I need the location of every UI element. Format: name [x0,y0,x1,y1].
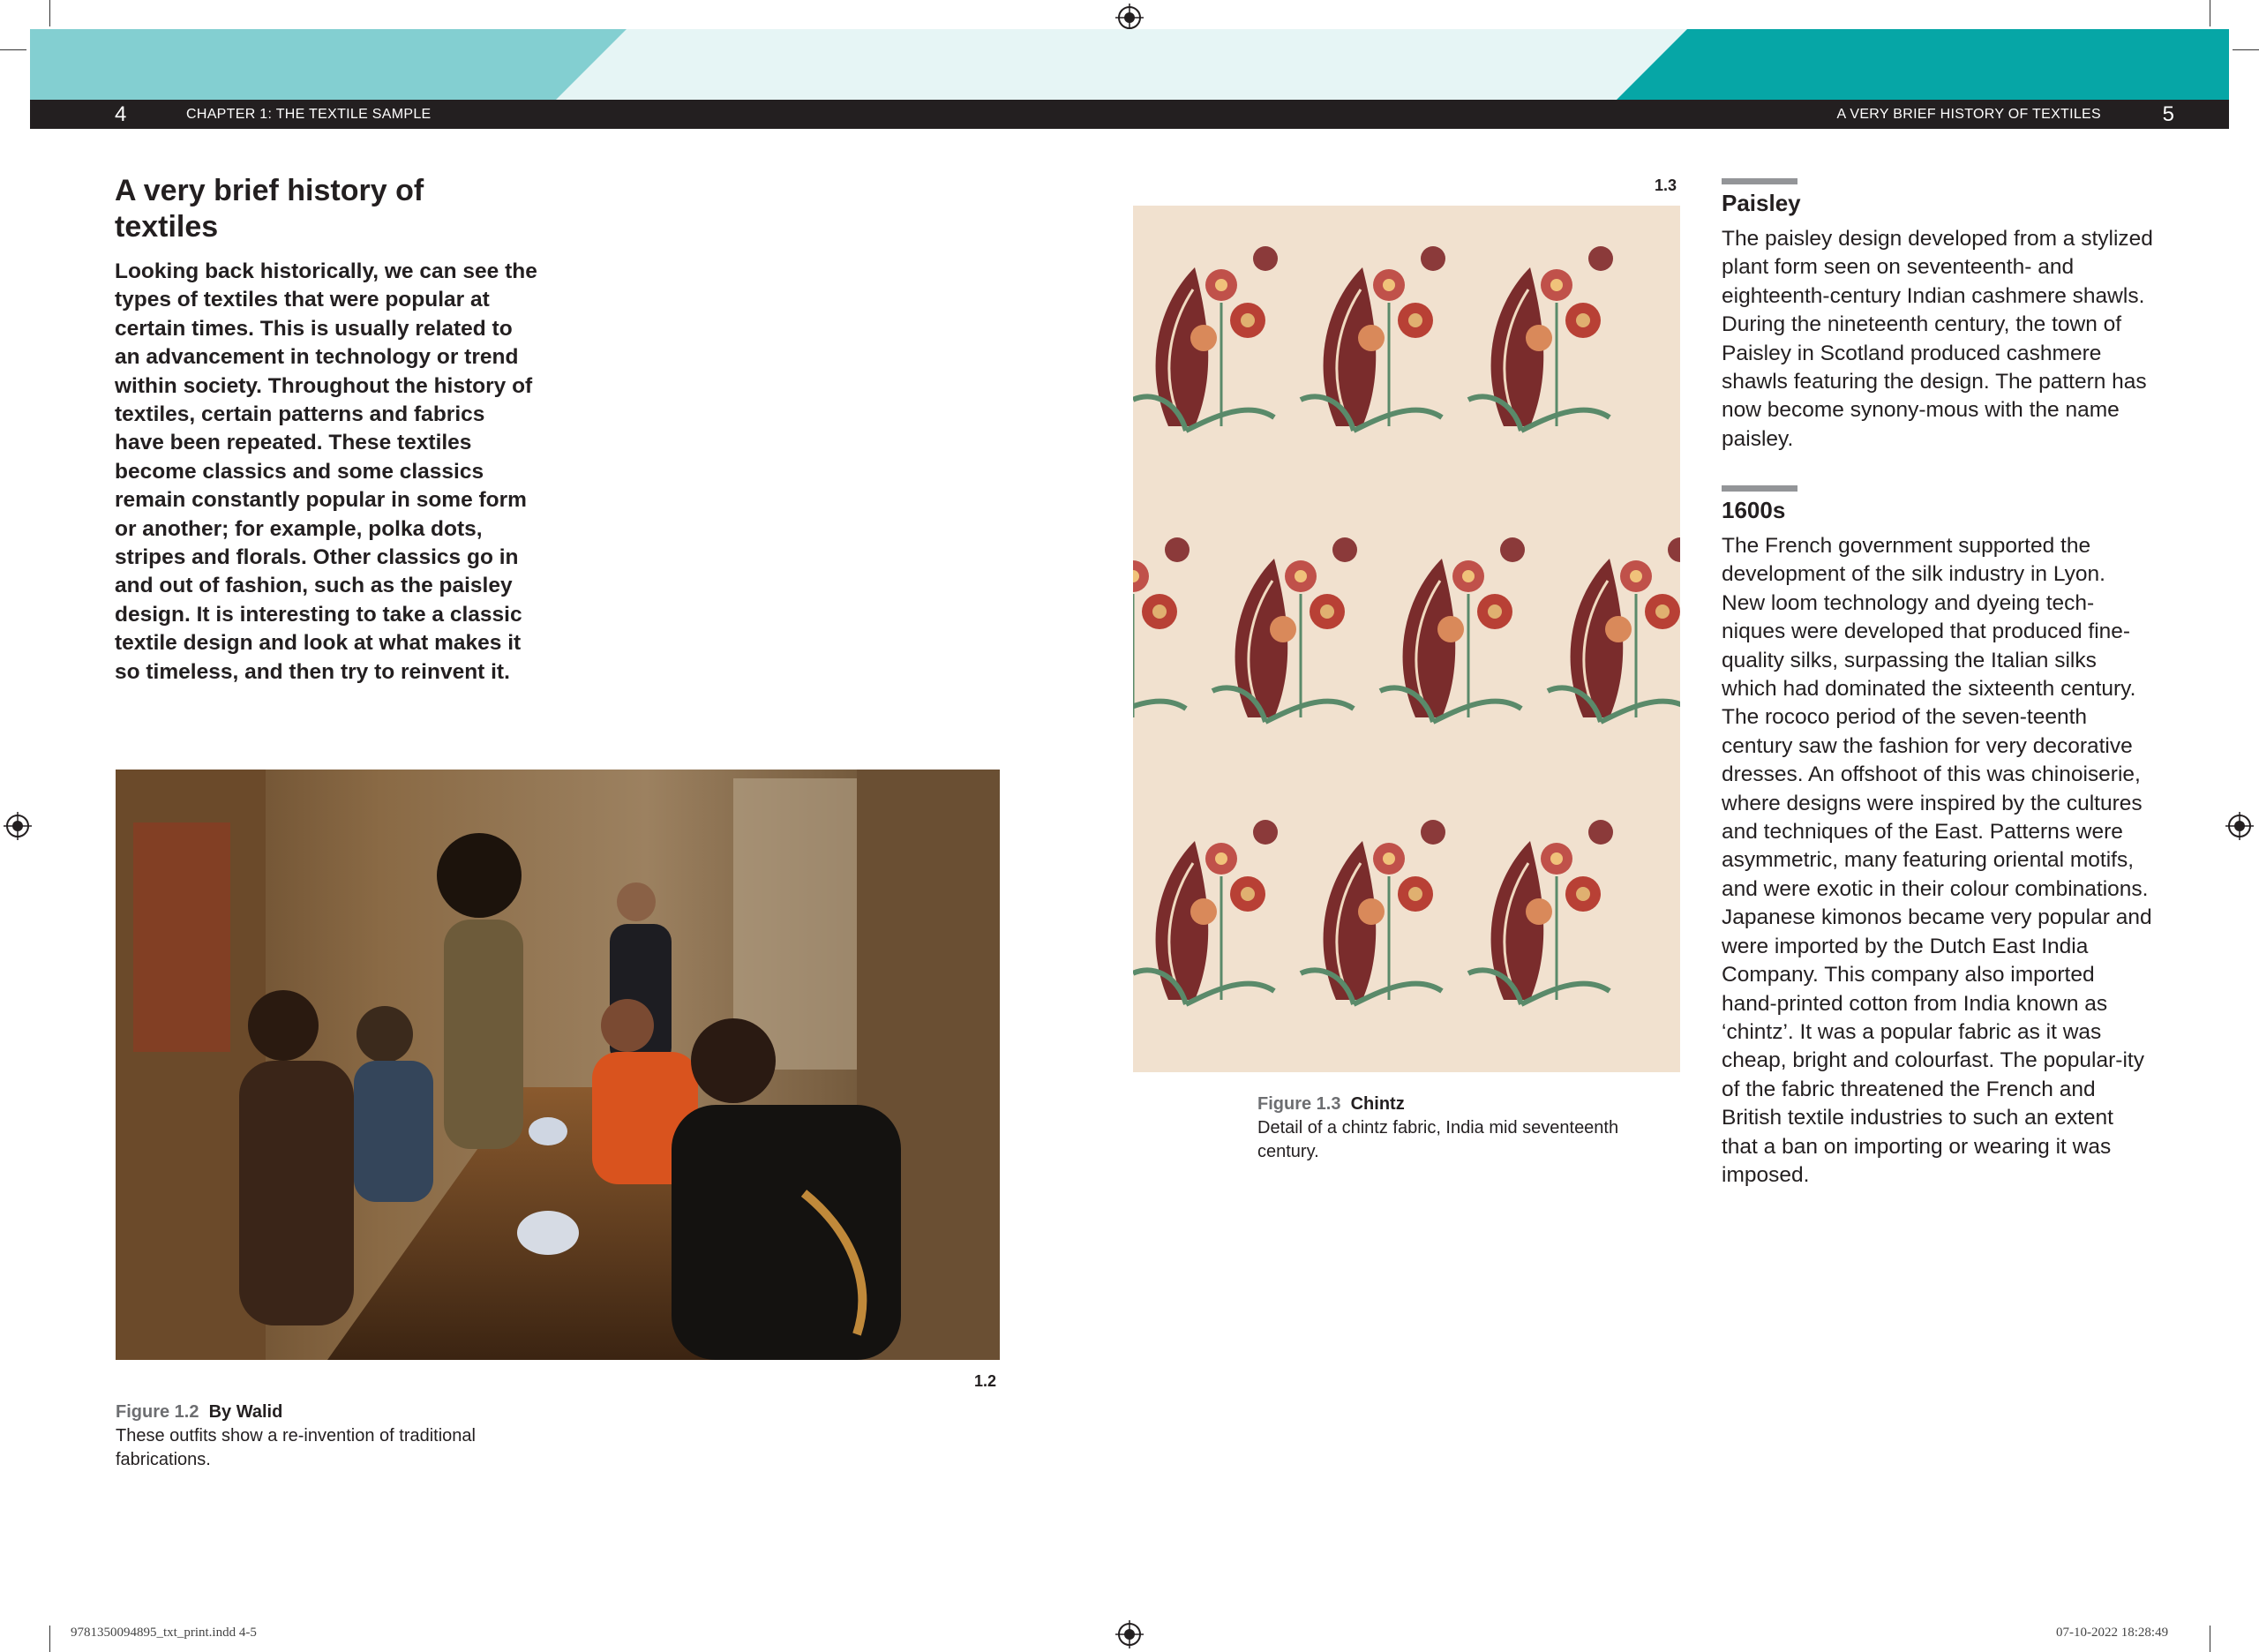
figure-caption [116,1400,574,1472]
section-rule [1722,485,1797,492]
registration-mark-icon [1115,1620,1144,1648]
figure-1-2-photo [116,770,1000,1360]
section-title-paisley: Paisley [1722,190,1801,216]
section-title-1600s: 1600s [1722,497,1786,523]
figure-caption-text: These outfits show a re-invention of traditional fabrications. [116,1426,476,1469]
slug-timestamp: 07-10-2022 18:28:49 [2056,1626,2169,1640]
figure-label: Figure 1.3 [1257,1094,1341,1114]
intro-paragraph: Looking back historically, we can see the types of textiles that were popular at certain times. This is usually related to an advancement in technology or trend within society. Throughout the history of textiles, certain patterns and fabrics have been repeated. These textiles become classics and some classics remain constantly popular in some form or another; for example, polka dots, stripes and florals. Other classics go in and out of fashion, such as the paisley design. It is interesting to take a classic textile design and look at what makes it so timeless, and then try to reinvent it. [115,259,537,684]
crop-mark [0,49,26,50]
registration-mark-icon [1115,4,1144,32]
running-head-bar [30,100,2229,129]
crop-mark [2233,49,2259,50]
right-running-title: A VERY BRIEF HISTORY OF TEXTILES [1836,107,2101,122]
right-page-number: 5 [2162,102,2174,126]
figure-label: Figure 1.2 [116,1402,199,1422]
left-running-title: CHAPTER 1: THE TEXTILE SAMPLE [186,107,432,122]
figure-caption [1257,1093,1672,1164]
figure-title: By Walid [208,1402,283,1422]
slug-file: 9781350094895_txt_print.indd 4-5 [71,1626,257,1640]
section-body-1600s: The French government supported the development of the silk industry in Lyon. New loom technology and dyeing tech-niques were developed that produced fine-quality silks, surpassing the Italian silks which had dominated the sixteenth century. The rococo period of the seven-teenth century saw the fashion for very decorative dresses. An offshoot of this was chinoiserie, where designs were inspired by the cultures and techniques of the East. Patterns were asymmetric, many featuring oriental motifs, and were exotic in their colour combinations. Japanese kimonos became very popular and were imported by the Dutch East India Company. This company also imported hand-printed cotton from India known as ‘chintz’. It was a popular fabric as it was cheap, bright and colourfast. The popular-ity of the fabric threatened the French and British textile industries to such an extent that a ban on importing or wearing it was imposed. [1722,534,2152,1187]
section-heading: A very brief history of textiles [115,174,424,244]
figure-number: 1.2 [974,1372,997,1390]
figure-title: Chintz [1350,1094,1405,1114]
registration-mark-icon [2225,812,2254,840]
figure-1-3-chintz-fabric [1133,206,1680,1072]
crop-mark [49,0,50,26]
left-page-number: 4 [115,102,127,126]
figure-caption-text: Detail of a chintz fabric, India mid seventeenth century. [1257,1118,1619,1161]
section-body-paisley: The paisley design developed from a stylized plant form seen on seventeenth- and eighteenth-century Indian cashmere shawls. During the nineteenth century, the town of Paisley in Scotland produced cashmere shawls featuring the design. The pattern has now become synony-mous with the name paisley. [1722,227,2153,451]
header-color-band [30,29,2229,100]
section-rule [1722,178,1797,184]
figure-number: 1.3 [1655,176,1677,194]
crop-mark [49,1626,50,1652]
registration-mark-icon [4,812,32,840]
